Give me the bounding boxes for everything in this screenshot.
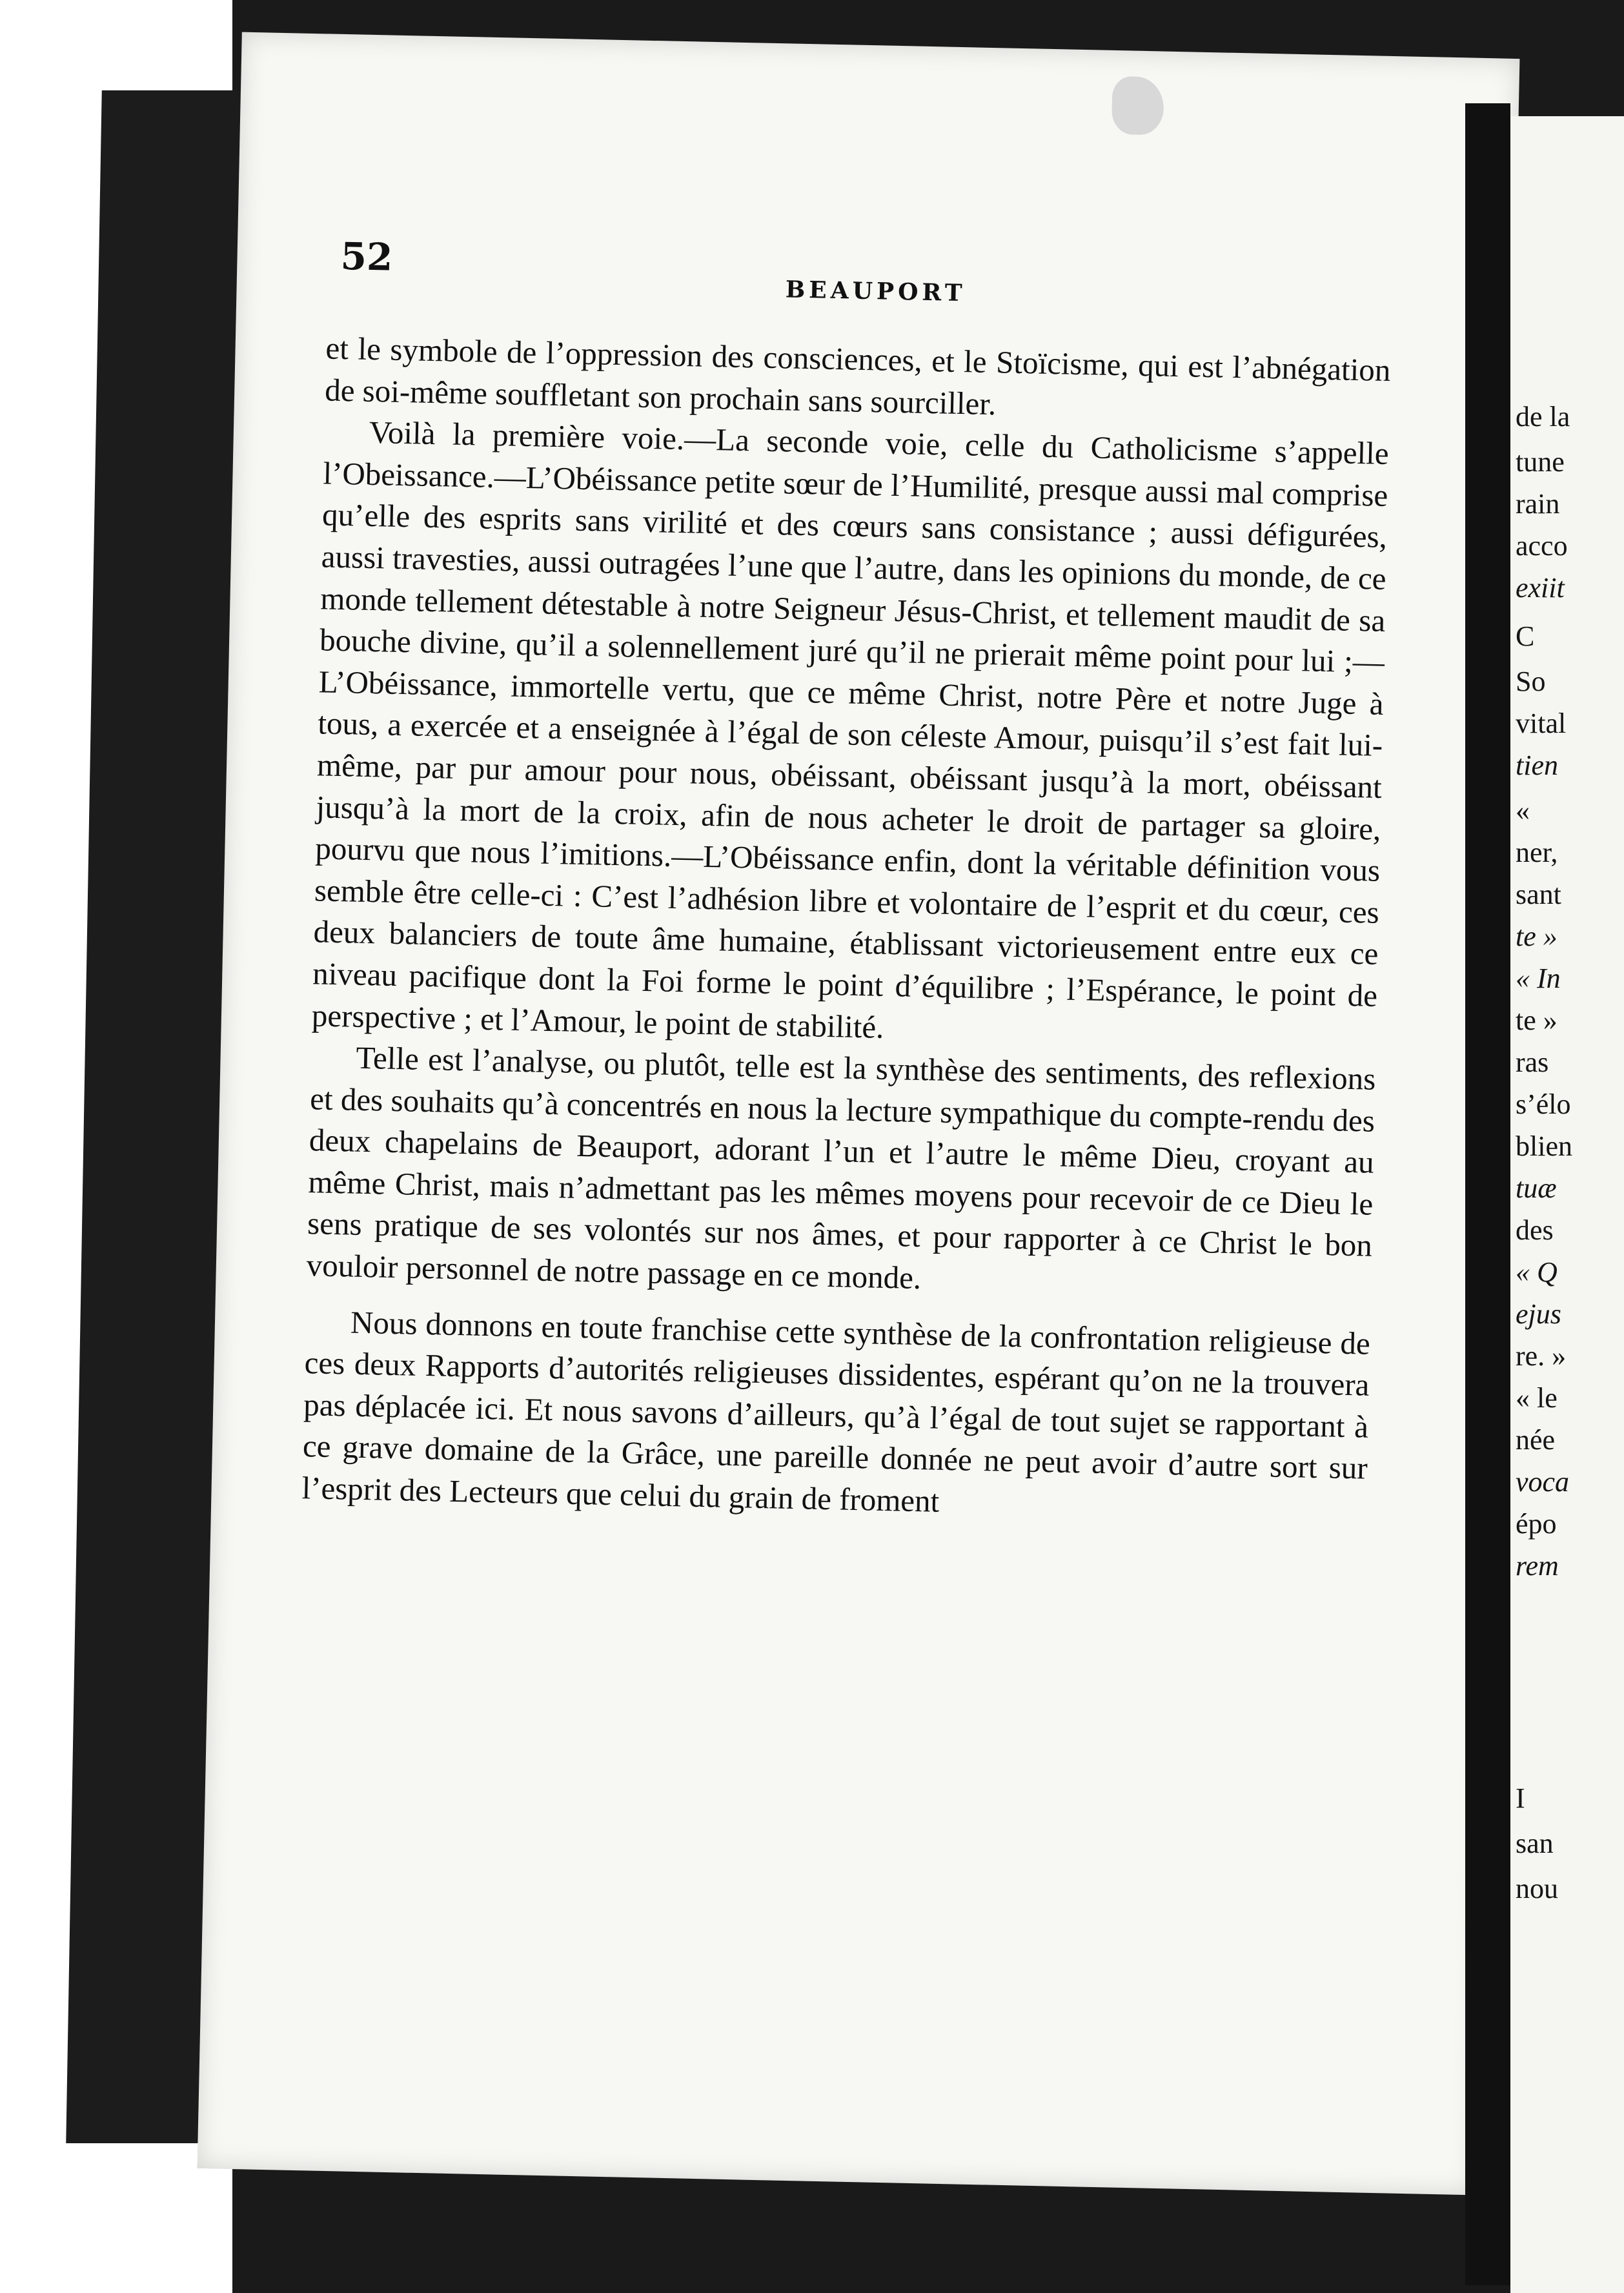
facing-line: voca: [1516, 1466, 1570, 1498]
running-head: BEAUPORT: [785, 276, 966, 307]
book-gutter: [1465, 103, 1510, 2285]
page-number: 52: [340, 234, 394, 280]
facing-line: s’élo: [1516, 1088, 1571, 1120]
facing-line: « le: [1516, 1382, 1558, 1414]
facing-page: [1510, 116, 1624, 2293]
facing-line: blien: [1516, 1130, 1572, 1162]
facing-line: te »: [1516, 1004, 1558, 1036]
facing-line: C: [1516, 620, 1535, 652]
facing-line: épo: [1516, 1508, 1557, 1540]
facing-line: tuæ: [1516, 1172, 1557, 1204]
paragraph: Nous donnons en toute franchise cette synthèse de la confrontation religieuse de ces deux Rapports d’autorités religieuses dissidentes, espérant qu’on ne la trouvera pas déplacée ici. Et nous savons d’ailleurs, qu’à l’égal de tout sujet se rapportant à ce grave domaine de la Grâce, une pareille donnée ne peut avoir d’autre sort sur l’esprit des Lecteurs que celui du grain de froment: [301, 1304, 1371, 1519]
facing-line: nou: [1516, 1873, 1558, 1904]
facing-line: ras: [1516, 1046, 1549, 1078]
facing-line: acco: [1516, 530, 1568, 562]
facing-line: tune: [1516, 446, 1565, 478]
facing-line: te »: [1516, 921, 1558, 952]
paragraph: Voilà la première voie.—La seconde voie, celle du Catholicisme s’appelle l’Obeissance.—L’Obéissance petite sœur de l’Humilité, presque aussi mal comprise qu’elle des esprits sans virilité et des cœurs sans consistance ; aussi défigurées, aussi travesties, aussi outragées l’une que l’autre, dans les opinions du monde, de ce monde tellement détestable à notre Seigneur Jésus-Christ, et tellement maudit de sa bouche divine, qu’il a solennellement juré qu’il ne prierait même point pour lui ;—L’Obéissance, immortelle vertu, que ce même Christ, notre Père et notre Juge à tous, a exercée et a enseignée à l’égal de son céleste Amour, puisqu’il s’est fait lui-même, par pur amour pour nous, obéissant, obéissant jusqu’à la mort, obéissant jusqu’à la mort de la croix, afin de nous acheter le droit de partager sa gloire, pourvu que nous l’imitions.—L’Obéissance enfin, dont la véritable définition vous semble être celle-ci : C’est l’adhésion libre et volontaire de l’esprit et du cœur, ces deux balanciers de toute âme humaine, établissant victorieusement entre eux ce niveau pacifique dont la Foi forme le point d’équilibre ; l’Espérance, le point de perspective ; et l’Amour, le point de stabilité.: [311, 414, 1390, 1045]
facing-line: « In: [1516, 963, 1561, 994]
facing-line: re. »: [1516, 1340, 1567, 1372]
facing-line: tien: [1516, 749, 1558, 781]
facing-line: sant: [1516, 879, 1561, 910]
body-text: [301, 327, 1391, 1531]
book-page: [198, 32, 1520, 2196]
facing-line: née: [1516, 1424, 1556, 1456]
facing-line: ejus: [1516, 1298, 1561, 1330]
facing-line: So: [1516, 666, 1546, 697]
paragraph: Telle est l’analyse, ou plutôt, telle est la synthèse des sentiments, des reflexions et des souhaits qu’à concentrés en nous la lecture sympathique du compte-rendu des deux chapelains de Beauport, adorant l’un et l’autre le même Dieu, croyant au même Christ, mais n’admettant pas les mêmes moyens pour recevoir de ce Dieu le sens pratique de ses volontés sur nos âmes, et pour rapporter à ce Christ le bon vouloir personnel de notre passage en ce monde.: [306, 1039, 1376, 1296]
facing-line: « Q: [1516, 1256, 1558, 1288]
facing-line: I: [1516, 1782, 1525, 1814]
facing-line: des: [1516, 1214, 1554, 1246]
paragraph: et le symbole de l’oppression des consciences, et le Stoïcisme, qui est l’abnégation de soi-même souffletant son prochain sans sourciller.: [324, 330, 1391, 422]
paper-blemish: [1111, 76, 1164, 136]
facing-line: san: [1516, 1828, 1554, 1859]
facing-line: exiit: [1516, 572, 1565, 604]
facing-line: de la: [1516, 401, 1570, 433]
facing-line: rem: [1516, 1550, 1559, 1582]
facing-line: rain: [1516, 488, 1560, 520]
facing-line: vital: [1516, 708, 1567, 739]
facing-line: «: [1516, 795, 1530, 826]
facing-line: ner,: [1516, 837, 1558, 868]
